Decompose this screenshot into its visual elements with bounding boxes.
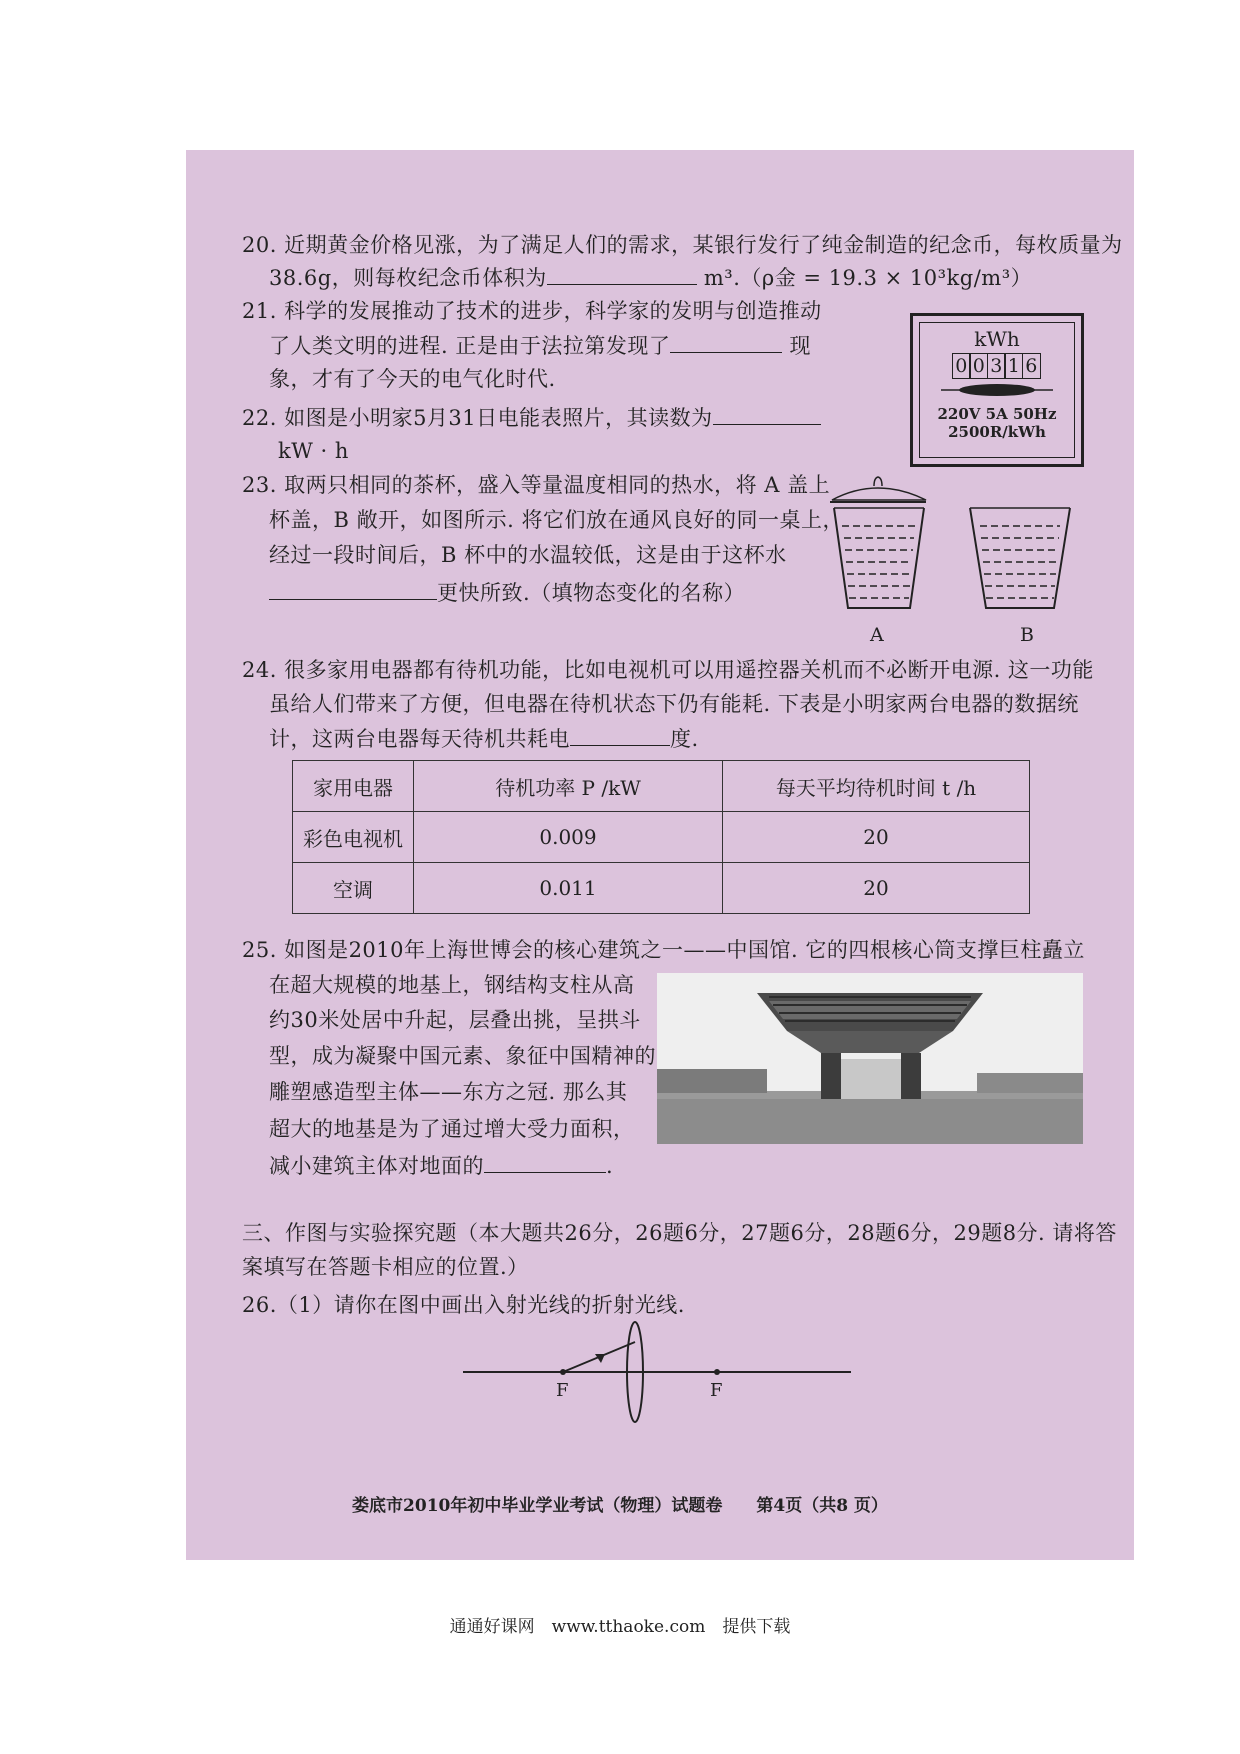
focus-label-right: F bbox=[710, 1380, 723, 1401]
q21-line3: 象，才有了今天的电气化时代. bbox=[269, 367, 556, 391]
q25-line2: 在超大规模的地基上，钢结构支柱从高 bbox=[269, 973, 635, 997]
q22-unit: kW · h bbox=[278, 439, 349, 463]
table-row bbox=[293, 863, 1030, 914]
table-cell: 20 bbox=[723, 812, 1030, 863]
q20-line1: 20. 近期黄金价格见涨，为了满足人们的需求，某银行发行了纯金制造的纪念币，每枚质量为 bbox=[242, 233, 1123, 257]
q25-line6: 超大的地基是为了通过增大受力面积， bbox=[269, 1117, 635, 1141]
download-credit: 通通好课网 www.tthaoke.com 提供下载 bbox=[449, 1617, 791, 1637]
cup-a-label: A bbox=[870, 624, 884, 646]
meter-revolutions: 2500R/kWh bbox=[948, 423, 1046, 441]
electric-meter-figure bbox=[910, 313, 1084, 467]
q25-line7: 减小建筑主体对地面的 . bbox=[269, 1150, 613, 1181]
q20-line2: 38.6g，则每枚纪念币体积为 m³.（ρ金 = 19.3 × 10³kg/m³） bbox=[269, 262, 1032, 293]
pavilion-image bbox=[657, 973, 1083, 1144]
table-row bbox=[293, 812, 1030, 863]
table-cell: 0.009 bbox=[414, 812, 723, 863]
q25-line3: 约30米处居中升起，层叠出挑，呈拱斗 bbox=[269, 1008, 641, 1032]
q24-line3: 计，这两台电器每天待机共耗电 度. bbox=[269, 723, 699, 754]
page-footer: 娄底市2010年初中毕业学业考试（物理）试题卷 第4页（共8 页） bbox=[352, 1496, 888, 1516]
q21-line1: 21. 科学的发展推动了技术的进步，科学家的发明与创造推动 bbox=[242, 299, 822, 323]
q25-line5: 雕塑感造型主体——东方之冠. 那么其 bbox=[269, 1080, 628, 1104]
table-header-cell: 每天平均待机时间 t /h bbox=[723, 761, 1030, 812]
section3-line2: 案填写在答题卡相应的位置.） bbox=[242, 1255, 529, 1279]
section3-line1: 三、作图与实验探究题（本大题共26分，26题6分，27题6分，28题6分，29题8分. 请将答 bbox=[242, 1221, 1117, 1245]
meter-dial-icon bbox=[937, 379, 1057, 401]
table-cell: 彩色电视机 bbox=[293, 812, 414, 863]
appliance-table bbox=[292, 760, 1030, 914]
convex-lens-diagram bbox=[455, 1318, 855, 1426]
q24-line1: 24. 很多家用电器都有待机功能，比如电视机可以用遥控器关机而不必断开电源. 这一功能 bbox=[242, 658, 1094, 682]
q23-line2: 杯盖，B 敞开，如图所示. 将它们放在通风良好的同一桌上， bbox=[269, 508, 844, 532]
table-cell: 空调 bbox=[293, 863, 414, 914]
cup-a-icon bbox=[830, 477, 926, 608]
meter-digit: 0 bbox=[952, 353, 971, 379]
q24-line2: 虽给人们带来了方便，但电器在待机状态下仍有能耗. 下表是小明家两台电器的数据统 bbox=[269, 692, 1079, 716]
meter-digit: 0 bbox=[969, 353, 988, 379]
q23-line3: 经过一段时间后，B 杯中的水温较低，这是由于这杯水 bbox=[269, 543, 787, 567]
q22-line1: 22. 如图是小明家5月31日电能表照片，其读数为 bbox=[242, 402, 821, 433]
table-header-cell: 待机功率 P /kW bbox=[414, 761, 723, 812]
q21-line2: 了人类文明的进程. 正是由于法拉第发现了 现 bbox=[269, 330, 811, 361]
china-pavilion-photo bbox=[657, 973, 1083, 1144]
meter-digit: 3 bbox=[987, 353, 1006, 379]
meter-digit: 1 bbox=[1004, 353, 1023, 379]
meter-unit: kWh bbox=[974, 327, 1020, 351]
q23-line1: 23. 取两只相同的茶杯，盛入等量温度相同的热水，将 A 盖上 bbox=[242, 473, 831, 497]
meter-digit: 6 bbox=[1022, 353, 1041, 379]
tea-cups-figure bbox=[826, 472, 1076, 624]
table-cell: 0.011 bbox=[414, 863, 723, 914]
focus-label-left: F bbox=[556, 1380, 569, 1401]
meter-digits bbox=[920, 353, 1074, 379]
cup-b-icon bbox=[970, 508, 1070, 608]
q25-line4: 型，成为凝聚中国元素、象征中国精神的 bbox=[269, 1044, 656, 1068]
cup-b-label: B bbox=[1020, 624, 1034, 646]
table-header-cell: 家用电器 bbox=[293, 761, 414, 812]
table-header-row bbox=[293, 761, 1030, 812]
q25-line1: 25. 如图是2010年上海世博会的核心建筑之一——中国馆. 它的四根核心筒支撑巨柱矗立 bbox=[242, 938, 1085, 962]
q23-line4: 更快所致.（填物态变化的名称） bbox=[269, 577, 745, 608]
table-cell: 20 bbox=[723, 863, 1030, 914]
meter-rating: 220V 5A 50Hz bbox=[937, 405, 1057, 423]
q26-line1: 26.（1）请你在图中画出入射光线的折射光线. bbox=[242, 1293, 685, 1317]
